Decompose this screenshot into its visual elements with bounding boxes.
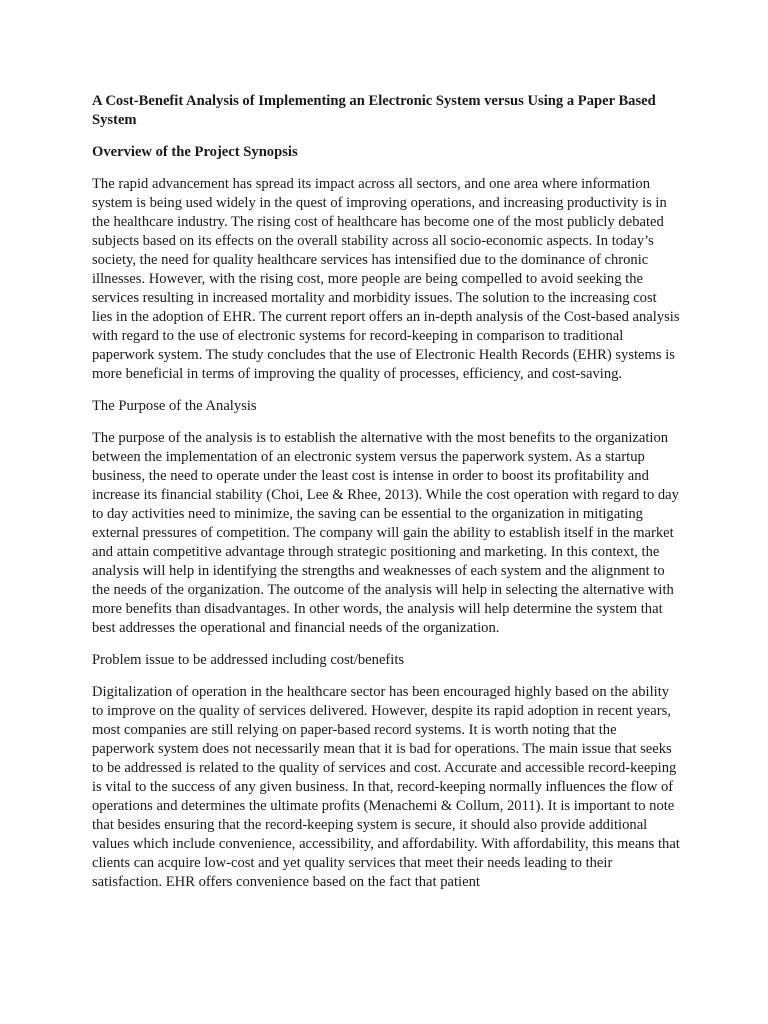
document-content xyxy=(92,92,680,905)
heading-problem-issue: Problem issue to be addressed including cost/benefits xyxy=(92,652,405,668)
heading-overview: Overview of the Project Synopsis xyxy=(92,144,298,160)
document-title: A Cost-Benefit Analysis of Implementing an Electronic System versus Using a Paper Based System xyxy=(92,93,656,128)
paragraph-overview: The rapid advancement has spread its impact across all sectors, and one area where information system is being used widely in the quest of improving operations, and increasing productivity is in the healthcare industry. The rising cost of healthcare has become one of the most publicly debated subjects based on its effects on the overall stability across all socio-economic aspects. In today’s society, the need for quality healthcare services has intensified due to the dominance of chronic illnesses. However, with the rising cost, more people are being compelled to avoid seeking the services resulting in increased mortality and morbidity issues. The solution to the increasing cost lies in the adoption of EHR. The current report offers an in-depth analysis of the Cost-based analysis with regard to the use of electronic systems for record-keeping in comparison to traditional paperwork system. The study concludes that the use of Electronic Health Records (EHR) systems is more beneficial in terms of improving the quality of processes, efficiency, and cost-saving. xyxy=(92,176,680,382)
paragraph-problem-issue: Digitalization of operation in the healthcare sector has been encouraged highly based on the ability to improve on the quality of services delivered. However, despite its rapid adoption in recent years, most companies are still relying on paper-based record systems. It is worth noting that the paperwork system does not necessarily mean that it is bad for operations. The main issue that seeks to be addressed is related to the quality of services and cost. Accurate and accessible record-keeping is vital to the success of any given business. In that, record-keeping normally influences the flow of operations and determines the ultimate profits (Menachemi & Collum, 2011). It is important to note that besides ensuring that the record-keeping system is secure, it should also provide additional values which include convenience, accessibility, and affordability. With affordability, this means that clients can acquire low-cost and yet quality services that meet their needs leading to their satisfaction. EHR offers convenience based on the fact that patient xyxy=(92,684,680,890)
heading-purpose: The Purpose of the Analysis xyxy=(92,398,257,414)
paragraph-purpose: The purpose of the analysis is to establish the alternative with the most benefits to the organization between the implementation of an electronic system versus the paperwork system. As a startup business, the need to operate under the least cost is intense in order to boost its profitability and increase its financial stability (Choi, Lee & Rhee, 2013). While the cost operation with regard to day to day activities need to minimize, the saving can be essential to the organization in mitigating external pressures of competition. The company will gain the ability to establish itself in the market and attain competitive advantage through strategic positioning and marketing. In this context, the analysis will help in identifying the strengths and weaknesses of each system and the alignment to the needs of the organization. The outcome of the analysis will help in selecting the alternative with more benefits than disadvantages. In other words, the analysis will help determine the system that best addresses the operational and financial needs of the organization. xyxy=(92,430,679,636)
